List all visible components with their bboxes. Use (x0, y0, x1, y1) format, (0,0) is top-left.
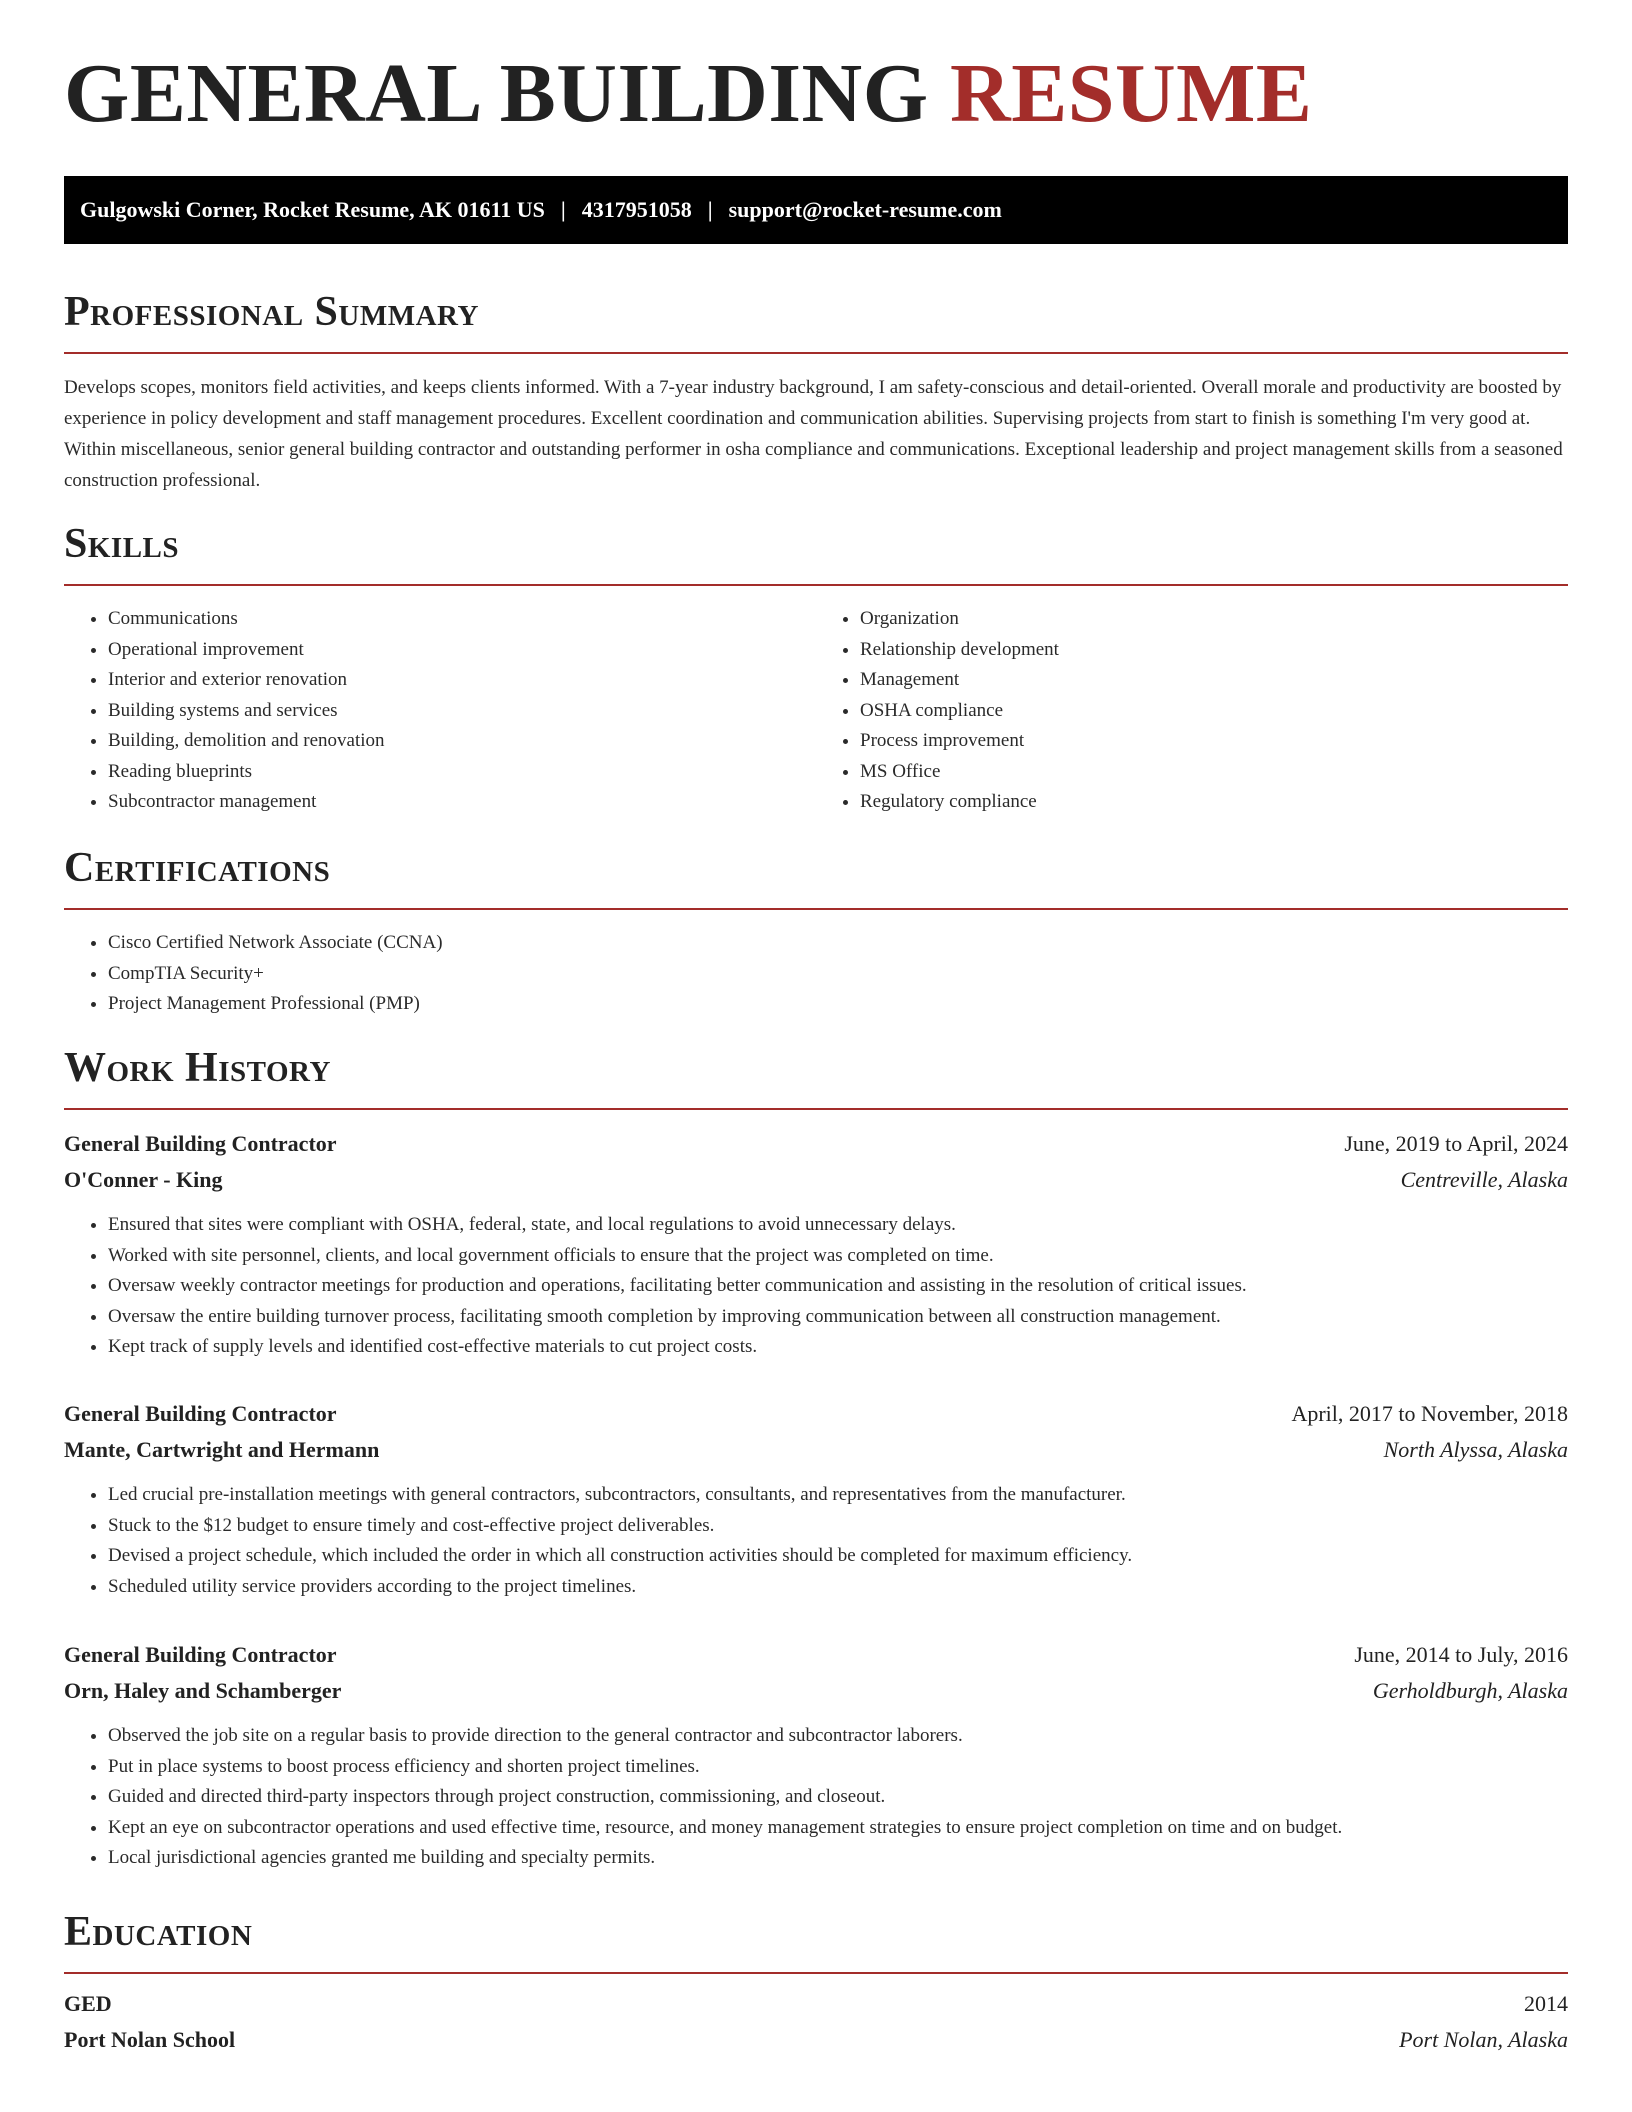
skill-item: • Regulatory compliance (860, 787, 1568, 818)
skill-item: • Operational improvement (108, 635, 816, 666)
job-location: Centreville, Alaska (1400, 1167, 1568, 1192)
job-company-row (64, 1432, 1568, 1468)
job-duty: • Kept track of supply levels and identified cost-effective materials to cut project costs. (108, 1332, 1568, 1363)
skill-item: • Relationship development (860, 635, 1568, 666)
contact-email: support@rocket-resume.com (728, 197, 1002, 222)
job-entry (64, 1396, 1568, 1602)
skills-section (64, 516, 1568, 818)
skills-columns (64, 604, 1568, 818)
certification-item: • Cisco Certified Network Associate (CCNA) (108, 928, 1568, 959)
job-duty: • Stuck to the $12 budget to ensure timely and cost-effective project deliverables. (108, 1511, 1568, 1542)
job-duties-list (64, 1480, 1568, 1602)
job-duty: • Oversaw the entire building turnover process, facilitating smooth completion by improving communication between all construction management. (108, 1302, 1568, 1333)
skill-item: • Subcontractor management (108, 787, 816, 818)
education-year: 2014 (1524, 1991, 1568, 2016)
education-degree: GED (64, 1991, 112, 2016)
contact-bar (64, 176, 1568, 244)
job-location: North Alyssa, Alaska (1383, 1437, 1568, 1462)
job-duties-list (64, 1721, 1568, 1874)
skill-item: • Building systems and services (108, 696, 816, 727)
resume-title (64, 47, 1313, 140)
job-company: O'Conner - King (64, 1167, 223, 1192)
education-header-row (64, 1986, 1568, 2022)
skills-list-right (816, 604, 1568, 818)
job-duties-list (64, 1210, 1568, 1363)
contact-separator: | (560, 197, 566, 222)
job-company-row (64, 1162, 1568, 1198)
skill-item: • Communications (108, 604, 816, 635)
job-duty: • Oversaw weekly contractor meetings for production and operations, facilitating better communication and assisting in the resolution of critical issues. (108, 1271, 1568, 1302)
job-duty: • Kept an eye on subcontractor operations and used effective time, resource, and money management strategies to ensure project completion on time and on budget. (108, 1813, 1568, 1844)
certification-item: • Project Management Professional (PMP) (108, 989, 1568, 1020)
education-school: Port Nolan School (64, 2027, 236, 2052)
skills-list-left (64, 604, 816, 818)
contact-address: Gulgowski Corner, Rocket Resume, AK 01611 US (80, 197, 545, 222)
skill-item: • Organization (860, 604, 1568, 635)
certifications-heading: Certifications (64, 845, 331, 891)
work-history-section (64, 1040, 1568, 1110)
job-entry (64, 1126, 1568, 1363)
title-main: GENERAL BUILDING (64, 47, 929, 140)
job-location: Gerholdburgh, Alaska (1372, 1678, 1568, 1703)
education-section (64, 1904, 1568, 1974)
job-title: General Building Contractor (64, 1401, 337, 1426)
contact-separator: | (707, 197, 713, 222)
job-duty: • Worked with site personnel, clients, and local government officials to ensure that the project was completed on time. (108, 1241, 1568, 1272)
job-duty: • Scheduled utility service providers according to the project timelines. (108, 1572, 1568, 1603)
job-entry (64, 1637, 1568, 1874)
skill-item: • Process improvement (860, 726, 1568, 757)
job-company: Mante, Cartwright and Hermann (64, 1437, 380, 1462)
job-dates: June, 2014 to July, 2016 (1354, 1642, 1568, 1667)
section-divider (64, 1972, 1568, 1974)
job-title: General Building Contractor (64, 1642, 337, 1667)
contact-phone: 4317951058 (581, 197, 692, 222)
job-company: Orn, Haley and Schamberger (64, 1678, 342, 1703)
job-duty: • Put in place systems to boost process efficiency and shorten project timelines. (108, 1752, 1568, 1783)
skill-item: • Management (860, 665, 1568, 696)
work-history-heading: Work History (64, 1045, 331, 1091)
job-company-row (64, 1673, 1568, 1709)
section-divider (64, 584, 1568, 586)
job-header-row (64, 1637, 1568, 1673)
summary-heading: Professional Summary (64, 289, 479, 335)
job-header-row (64, 1396, 1568, 1432)
certifications-list (64, 928, 1568, 1020)
skill-item: • Building, demolition and renovation (108, 726, 816, 757)
job-dates: April, 2017 to November, 2018 (1291, 1401, 1568, 1426)
skill-item: • Reading blueprints (108, 757, 816, 788)
skill-item: • Interior and exterior renovation (108, 665, 816, 696)
education-location: Port Nolan, Alaska (1399, 2027, 1568, 2052)
job-duty: • Guided and directed third-party inspectors through project construction, commissioning, and closeout. (108, 1782, 1568, 1813)
section-divider (64, 908, 1568, 910)
skill-item: • MS Office (860, 757, 1568, 788)
section-divider (64, 352, 1568, 354)
job-duty: • Ensured that sites were compliant with OSHA, federal, state, and local regulations to avoid unnecessary delays. (108, 1210, 1568, 1241)
job-duty: • Observed the job site on a regular basis to provide direction to the general contractor and subcontractor laborers. (108, 1721, 1568, 1752)
section-divider (64, 1108, 1568, 1110)
certification-item: • CompTIA Security+ (108, 959, 1568, 990)
education-heading: Education (64, 1909, 253, 1955)
certifications-section (64, 840, 1568, 1020)
job-title: General Building Contractor (64, 1131, 337, 1156)
education-entry (64, 1986, 1568, 2058)
summary-section (64, 284, 1568, 496)
summary-text: Develops scopes, monitors field activities, and keeps clients informed. With a 7-year industry background, I am safety-conscious and detail-oriented. Overall morale and productivity are boosted by experience in policy development and staff management procedures. Excellent coordination and communication abilities. Supervising projects from start to finish is something I'm very good at. Within miscellaneous, senior general building contractor and outstanding performer in osha compliance and communications. Exceptional leadership and project management skills from a seasoned construction professional. (64, 377, 1563, 491)
job-dates: June, 2019 to April, 2024 (1344, 1131, 1568, 1156)
title-accent: RESUME (950, 47, 1313, 140)
job-header-row (64, 1126, 1568, 1162)
education-school-row (64, 2022, 1568, 2058)
skill-item: • OSHA compliance (860, 696, 1568, 727)
job-duty: • Led crucial pre-installation meetings with general contractors, subcontractors, consultants, and representatives from the manufacturer. (108, 1480, 1568, 1511)
job-duty: • Local jurisdictional agencies granted me building and specialty permits. (108, 1843, 1568, 1874)
skills-heading: Skills (64, 521, 180, 567)
job-duty: • Devised a project schedule, which included the order in which all construction activities should be completed for maximum efficiency. (108, 1541, 1568, 1572)
